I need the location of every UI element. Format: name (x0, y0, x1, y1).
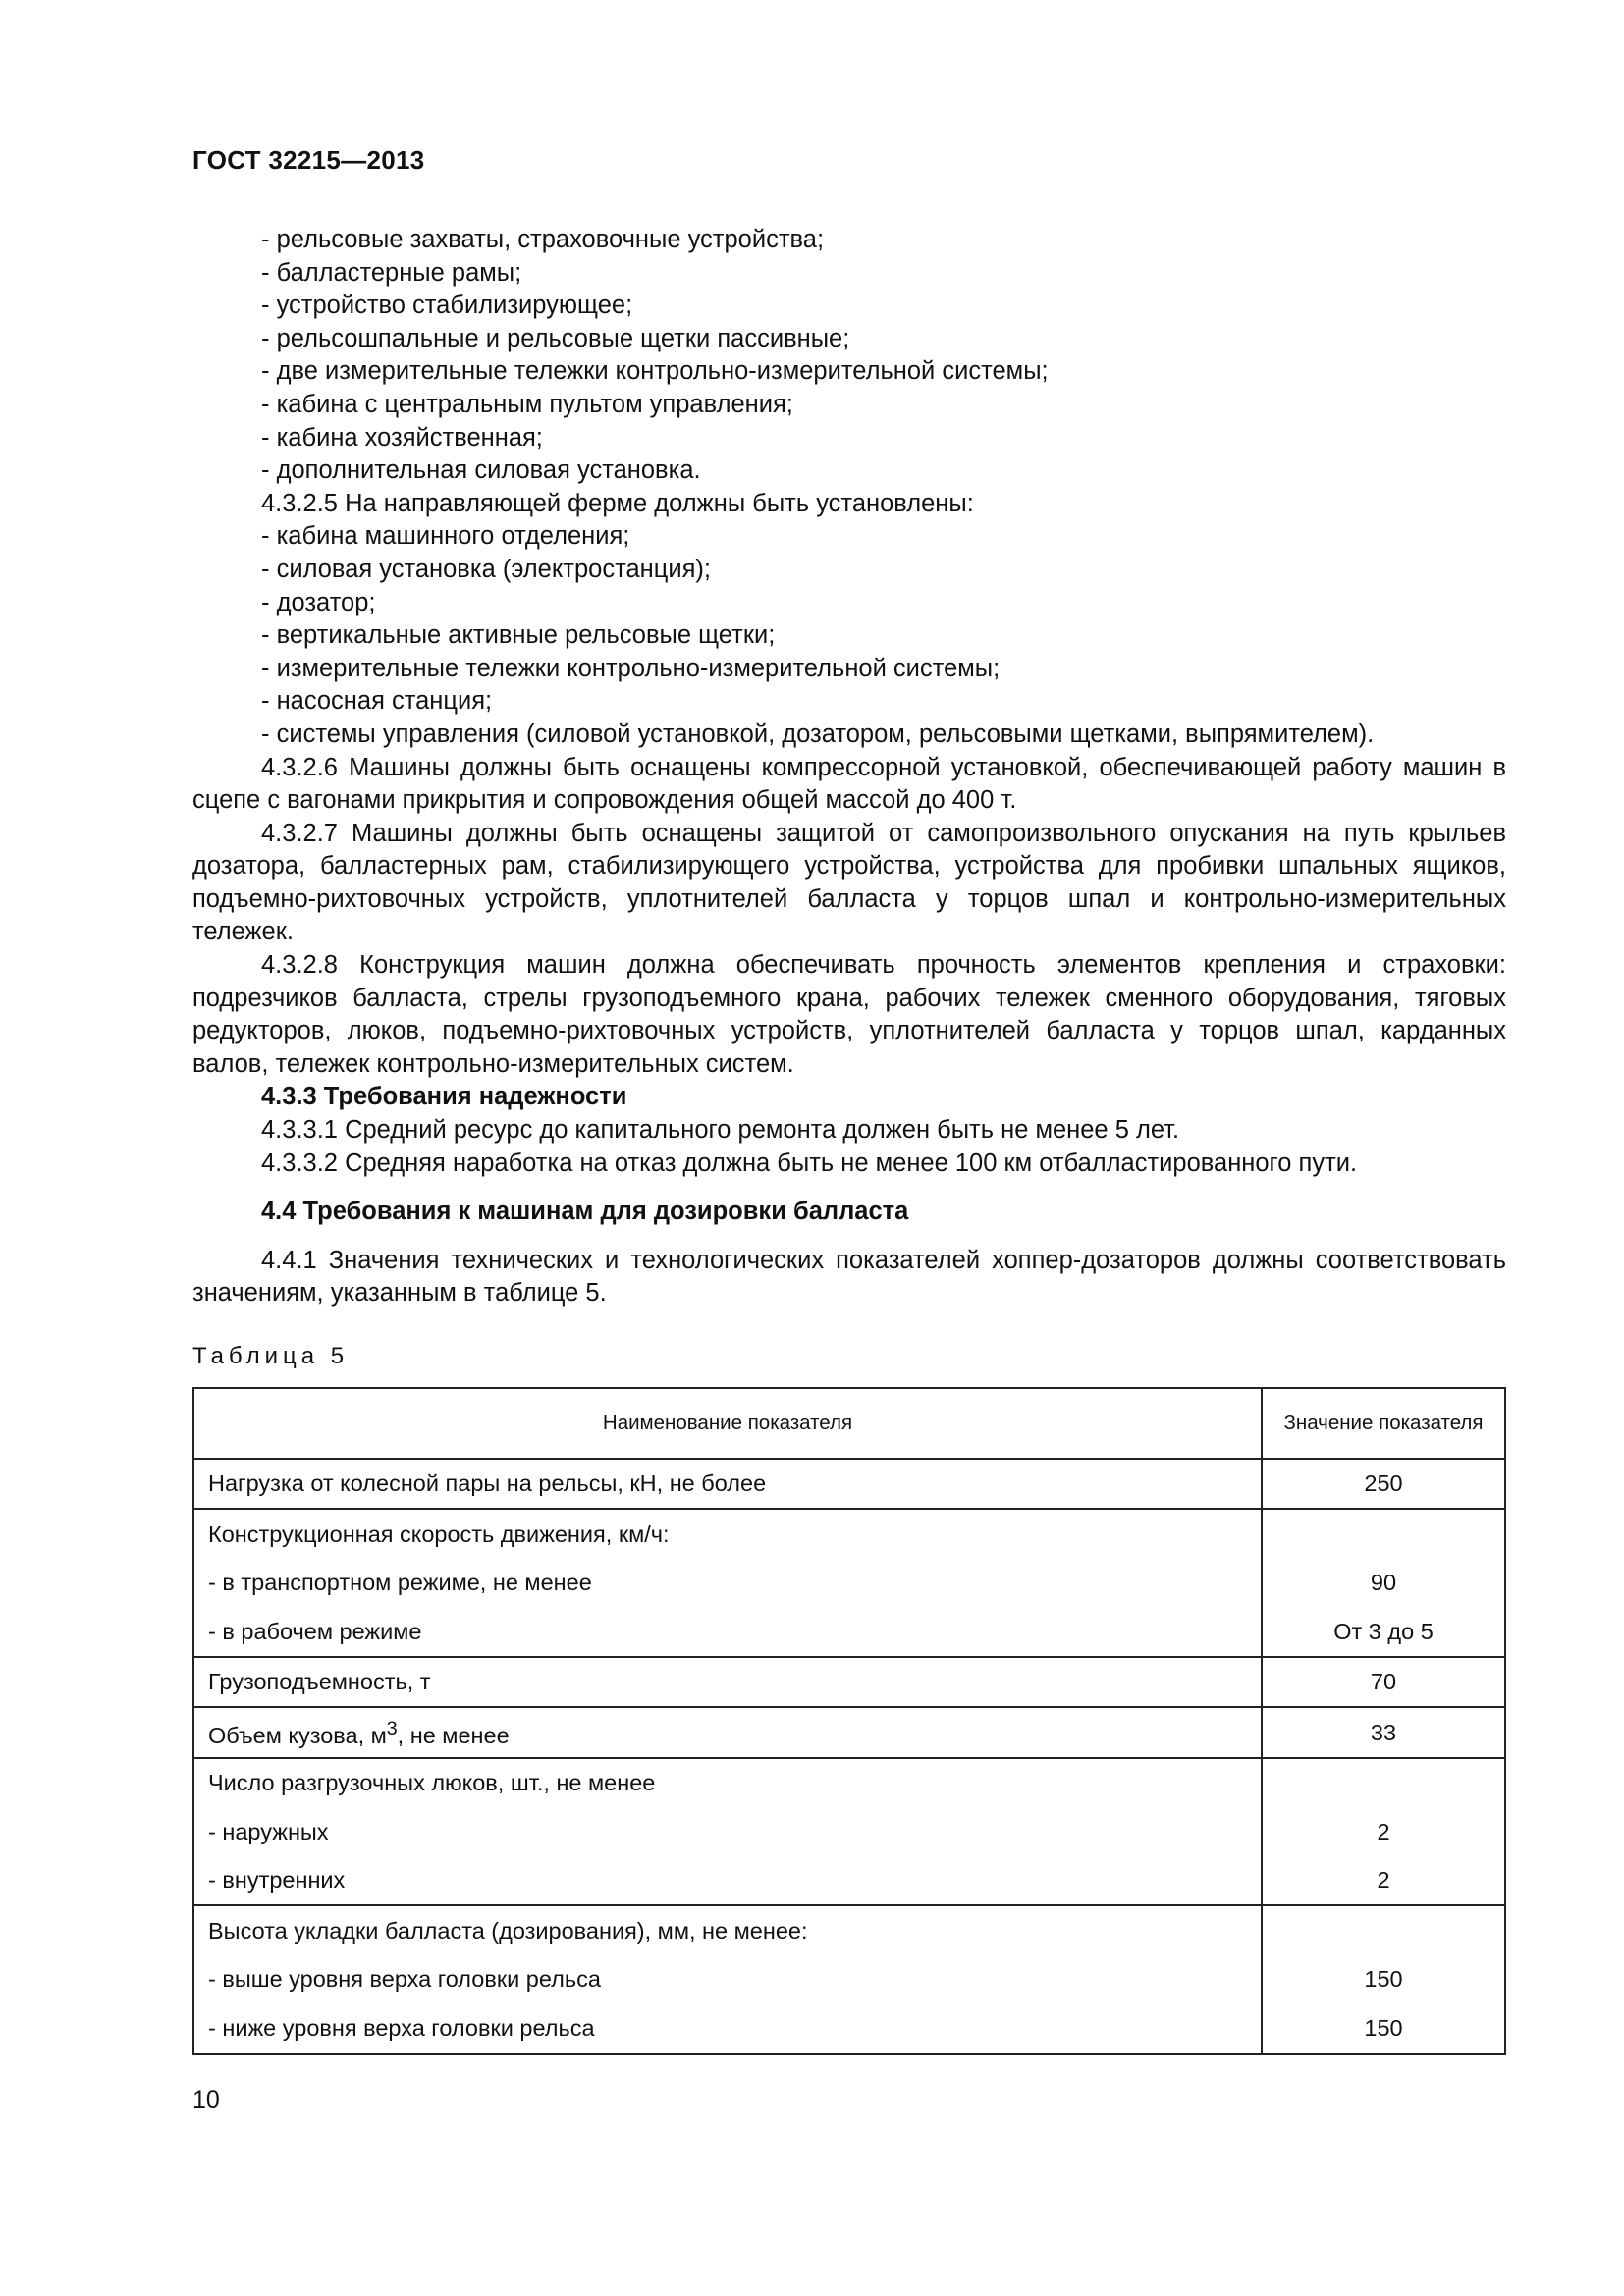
table-row (193, 1955, 1505, 2004)
table-row (193, 1905, 1505, 1955)
row-name: Конструкционная скорость движения, км/ч: (193, 1509, 1262, 1559)
list-item: - силовая установка (электростанция); (261, 555, 711, 583)
list-item: - устройство стабилизирующее; (261, 292, 633, 320)
clause-4-3-2-6: 4.3.2.6 Машины должны быть оснащены компрессорной установкой, обеспечивающей работу машин в сцепе с вагонами прикрытия и сопровождения общей массой до 400 т. (192, 753, 1506, 815)
list-item: - кабина машинного отделения; (261, 522, 630, 551)
row-value: От 3 до 5 (1262, 1607, 1505, 1657)
row-value (1262, 1509, 1505, 1559)
list-item: - измерительные тележки контрольно-измерительной системы; (261, 654, 1001, 682)
row-value (1262, 1758, 1505, 1808)
row-name: - наружных (193, 1807, 1262, 1856)
row-name: - внутренних (193, 1856, 1262, 1906)
clause-4-3-2-5: 4.3.2.5 На направляющей ферме должны быть установлены: (261, 489, 974, 517)
row-name-part: , не менее (397, 1723, 510, 1749)
clause-4-3-3-1: 4.3.3.1 Средний ресурс до капитального ремонта должен быть не менее 5 лет. (261, 1116, 1180, 1145)
document-header: ГОСТ 32215—2013 (192, 145, 425, 175)
row-value: 70 (1262, 1657, 1505, 1708)
row-value: 2 (1262, 1807, 1505, 1856)
clause-4-3-2-7: 4.3.2.7 Машины должны быть оснащены защитой от самопроизвольного опускания на путь крыльев дозатора, балластерных рам, стабилизирующего устройства, устройства для пробивки шпальных ящиков, подъемно-рихтовочных устройств, уплотнителей балласта у торцов шпал и контрольно-измерительных тележек. (192, 819, 1506, 946)
row-value: 250 (1262, 1459, 1505, 1510)
row-value: 90 (1262, 1559, 1505, 1608)
page-number: 10 (192, 2086, 220, 2113)
row-name: Высота укладки балласта (дозирования), мм, не менее: (193, 1905, 1262, 1955)
column-header-name: Наименование показателя (193, 1388, 1262, 1459)
table-row (193, 1856, 1505, 1906)
table-row (193, 2003, 1505, 2054)
clause-4-3-3-2: 4.3.3.2 Средняя наработка на отказ должна быть не менее 100 км отбалластированного пути. (261, 1148, 1358, 1177)
list-item: - рельсошпальные и рельсовые щетки пассивные; (261, 324, 850, 352)
table-row (193, 1657, 1505, 1708)
row-name-part: Объем кузова, м (208, 1723, 387, 1749)
row-name (193, 1707, 1262, 1758)
row-name: Грузоподъемность, т (193, 1657, 1262, 1708)
heading-4-3-3: 4.3.3 Требования надежности (261, 1083, 627, 1111)
row-name: - в транспортном режиме, не менее (193, 1559, 1262, 1608)
heading-4-4: 4.4 Требования к машинам для дозировки балласта (261, 1198, 909, 1226)
row-value: 150 (1262, 1955, 1505, 2004)
list-item: - кабина хозяйственная; (261, 423, 543, 452)
table-row (193, 1607, 1505, 1657)
document-body (192, 224, 1506, 2055)
table-row (193, 1758, 1505, 1808)
table-caption: Таблица 5 (192, 1343, 350, 1369)
list-item: - вертикальные активные рельсовые щетки; (261, 621, 776, 650)
table-row (193, 1459, 1505, 1510)
row-value: 2 (1262, 1856, 1505, 1906)
column-header-value: Значение показателя (1262, 1388, 1505, 1459)
unit-superscript: 3 (386, 1718, 398, 1740)
row-name: - в рабочем режиме (193, 1607, 1262, 1657)
indicators-table (192, 1387, 1506, 2055)
list-item: - дополнительная силовая установка. (261, 456, 701, 485)
row-name: Нагрузка от колесной пары на рельсы, кН, не более (193, 1459, 1262, 1510)
row-value (1262, 1905, 1505, 1955)
table-header-row (193, 1388, 1505, 1459)
list-item: - системы управления (силовой установкой, дозатором, рельсовыми щетками, выпрямителем). (261, 720, 1375, 748)
row-value: 33 (1262, 1707, 1505, 1758)
row-name: Число разгрузочных люков, шт., не менее (193, 1758, 1262, 1808)
list-item: - дозатор; (261, 588, 376, 616)
list-item: - балластерные рамы; (261, 258, 522, 287)
table-row (193, 1509, 1505, 1559)
clause-4-3-2-8: 4.3.2.8 Конструкция машин должна обеспечивать прочность элементов крепления и страховки: подрезчиков балласта, стрелы грузоподъемного крана, рабочих тележек сменного оборудования, тяговых редукторов, люков, подъемно-рихтовочных устройств, уплотнителей балласта у торцов шпал, карданных валов, тележек контрольно-измерительных систем. (192, 951, 1506, 1078)
list-item: - кабина с центральным пультом управления; (261, 390, 793, 418)
table-row (193, 1707, 1505, 1758)
table-row (193, 1559, 1505, 1608)
clause-4-4-1: 4.4.1 Значения технических и технологических показателей хоппер-дозаторов должны соответствовать значениям, указанным в таблице 5. (192, 1246, 1506, 1308)
list-item: - рельсовые захваты, страховочные устройства; (261, 226, 825, 253)
row-name: - выше уровня верха головки рельса (193, 1955, 1262, 2004)
list-item: - насосная станция; (261, 687, 493, 716)
row-name: - ниже уровня верха головки рельса (193, 2003, 1262, 2054)
table-row (193, 1807, 1505, 1856)
row-value: 150 (1262, 2003, 1505, 2054)
list-item: - две измерительные тележки контрольно-измерительной системы; (261, 357, 1049, 386)
